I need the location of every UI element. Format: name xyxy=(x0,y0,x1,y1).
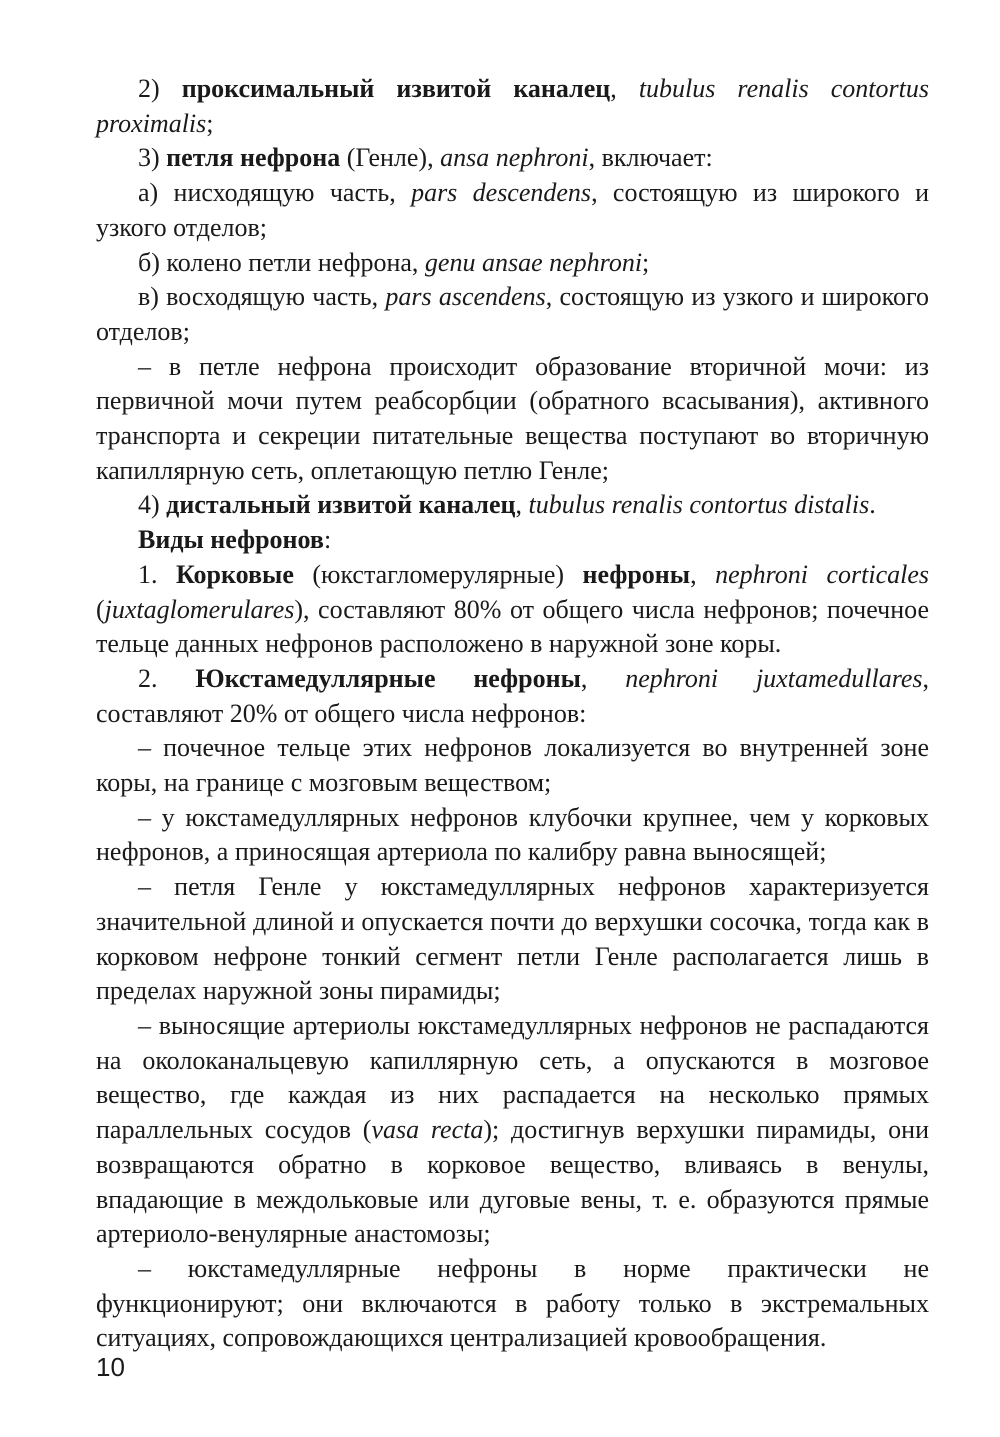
paragraph-descending-part: а) нисходящую часть, pars descendens, состоящую из широкого и узкого отделов; xyxy=(96,178,929,242)
paragraph-glomeruli-size: – у юкстамедуллярных нефронов клубочки крупнее, чем у корковых нефронов, а приносящая артериола по калибру равна выносящей; xyxy=(96,802,929,867)
paragraph-distal-tubule: 4) дистальный извитой каналец, tubulus renalis contortus distalis. xyxy=(138,490,876,520)
latin-nephroni-juxtamedullares: nephroni juxtamedullares xyxy=(625,663,923,693)
term-nephron-loop: петля нефрона xyxy=(166,143,341,173)
latin-pars-ascendens: pars ascendens xyxy=(385,282,546,312)
paragraph-henle-loop-length: – петля Генле у юкстамедуллярных нефронов характеризуется значительной длиной и опускается почти до верхушки сосочка, тогда как в корковом нефроне тонкий сегмент петли Генле располагается лишь в пределах наружной зоны пирамиды; xyxy=(96,872,929,1006)
latin-juxtaglomerulares: juxtaglomerulares xyxy=(104,594,295,624)
term-nephrons: нефроны xyxy=(582,559,691,589)
latin-vasa-recta: vasa recta xyxy=(371,1115,484,1145)
paragraph-renal-corpuscle-location: – почечное тельце этих нефронов локализуется во внутренней зоне коры, на границе с мозговым веществом; xyxy=(96,733,929,798)
latin-nephron-loop: ansa nephroni xyxy=(440,143,589,173)
page-body xyxy=(96,72,929,1356)
paragraph-loop-knee: б) колено петли нефрона, genu ansae nephroni; xyxy=(138,247,650,277)
term-juxtamedullary: Юкстамедуллярные нефроны xyxy=(195,663,581,693)
heading-nephron-types: Виды нефронов xyxy=(138,525,324,555)
page-number: 10 xyxy=(96,1352,125,1382)
paragraph-cortical-nephrons: 1. Корковые (юкстагломерулярные) нефроны, nephroni corticales (juxtaglomerulares), составляют 80% от общего числа нефронов; почечное тельце данных нефронов расположено в наружной зоне коры. xyxy=(96,559,930,659)
term-cortical: Корковые xyxy=(175,559,294,589)
latin-pars-descendens: pars descendens xyxy=(411,178,592,208)
paragraph-efferent-arterioles: – выносящие артериолы юкстамедуллярных нефронов не распадаются на околоканальцевую капиллярную сеть, а опускаются в мозговое вещество, где каждая из них распадается на несколько прямых параллельных сосудов (vasa recta); достигнув верхушки пирамиды, они возвращаются обратно в корковое вещество, вливаясь в венулы, впадающие в междольковые или дуговые вены, т. е. образуются прямые артериоло-венулярные анастомозы; xyxy=(96,1010,929,1249)
term-proximal-tubule: проксимальный извитой каналец xyxy=(181,74,611,103)
paragraph-function-extreme: – юкстамедуллярные нефроны в норме практически не функционируют; они включаются в работу только в экстремальных ситуациях, сопровождающихся централизацией кровообращения. xyxy=(96,1253,929,1353)
latin-nephroni-corticales: nephroni corticales xyxy=(715,559,930,589)
section-heading-nephron-types: Виды нефронов: xyxy=(138,525,332,555)
paragraph-juxtamedullary-nephrons: 2. Юкстамедуллярные нефроны, nephroni juxtamedullares, составляют 20% от общего числа нефронов: xyxy=(96,663,930,728)
paragraph-secondary-urine: – в петле нефрона происходит образование вторичной мочи: из первичной мочи путем реабсорбции (обратного всасывания), активного транспорта и секреции питательные вещества поступают во вторичную капиллярную сеть, оплетающую петлю Генле; xyxy=(96,351,929,485)
latin-distal-tubule: tubulus renalis contortus distalis xyxy=(528,490,870,520)
latin-genu-ansae: genu ansae nephroni xyxy=(424,247,643,277)
paragraph-proximal-tubule: 2) проксимальный извитой каналец, tubulus renalis contortus proximalis; xyxy=(96,74,929,138)
term-distal-tubule: дистальный извитой каналец xyxy=(166,490,516,520)
paragraph-ascending-part: в) восходящую часть, pars ascendens, состоящую из узкого и широкого отделов; xyxy=(96,282,929,346)
latin-proximal-tubule: tubulus renalis contortus proximalis xyxy=(96,74,929,138)
paragraph-nephron-loop: 3) петля нефрона (Генле), ansa nephroni, включает: xyxy=(138,143,713,173)
